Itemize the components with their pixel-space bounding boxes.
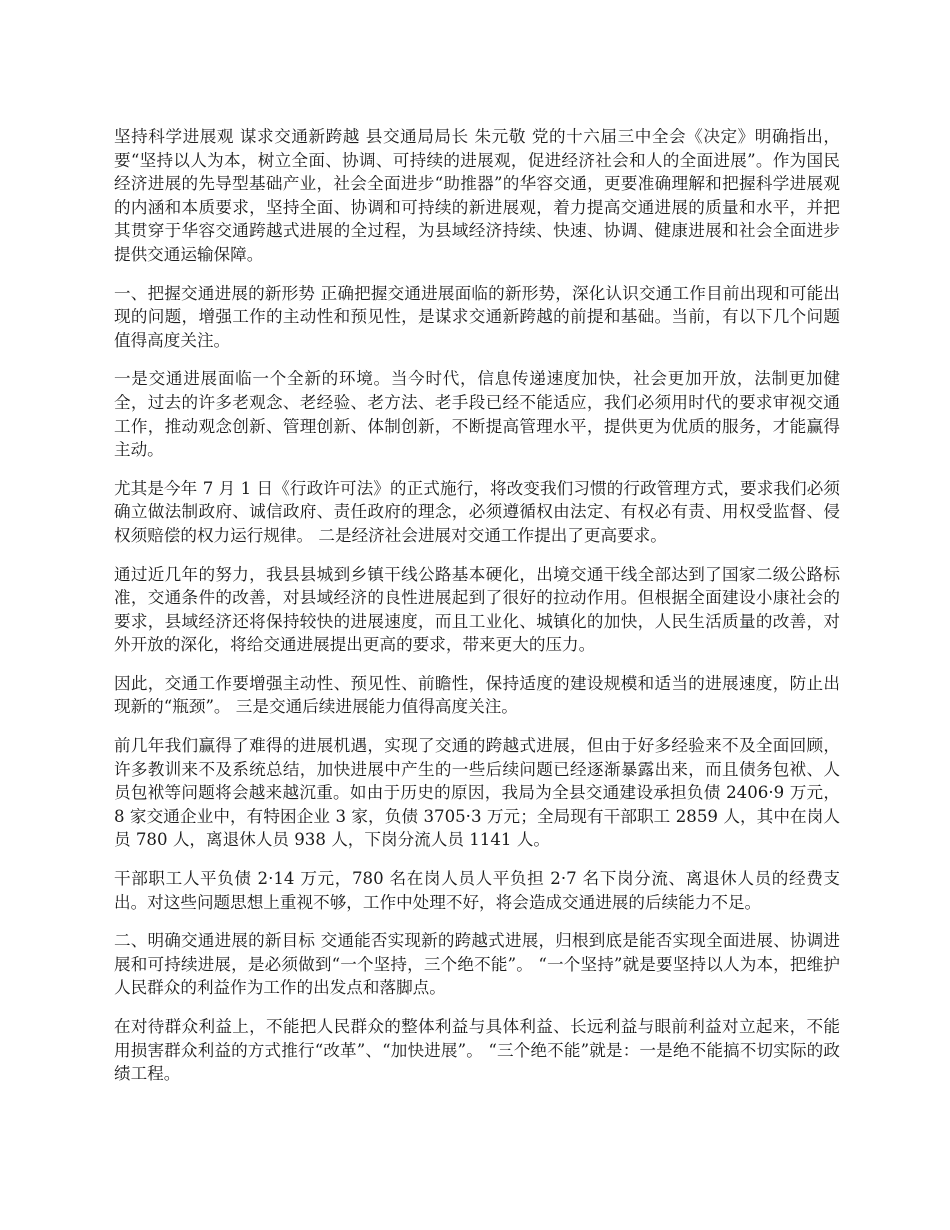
paragraph-section-1: 一、把握交通进展的新形势 正确把握交通进展面临的新形势，深化认识交通工作目前出现和可能出现的问题，增强工作的主动性和预见性，是谋求交通新跨越的前提和基础。当前，有以下几个问题值得高度关注。	[114, 283, 840, 350]
paragraph-section-2: 二、明确交通进展的新目标 交通能否实现新的跨越式进展，归根到底是能否实现全面进展、协调进展和可持续进展，是必须做到“一个坚持，三个绝不能”。 “一个坚持”就是要坚持以人为本，把维护人民群众的利益作为工作的出发点和落脚点。	[114, 931, 840, 998]
paragraph-new-environment: 一是交通进展面临一个全新的环境。当今时代，信息传递速度加快，社会更加开放，法制更加健全，过去的许多老观念、老经验、老方法、老手段已经不能适应，我们必须用时代的要求审视交通工作，推动观念创新、管理创新、体制创新，不断提高管理水平，提供更为优质的服务，才能赢得主动。	[114, 369, 840, 460]
paragraph-intro: 坚持科学进展观 谋求交通新跨越 县交通局局长 朱元敬 党的十六届三中全会《决定》明确指出，要“坚持以人为本，树立全面、协调、可持续的进展观，促进经济社会和人的全面进展”。作为国民经济进展的先导型基础产业，社会全面进步“助推器”的华容交通，更要准确理解和把握科学进展观的内涵和本质要求，坚持全面、协调和可持续的新进展观，着力提高交通进展的质量和水平，并把其贯穿于华容交通跨越式进展的全过程，为县域经济持续、快速、协调、健康进展和社会全面进步提供交通运输保障。	[114, 127, 840, 264]
paragraph-public-interest: 在对待群众利益上，不能把人民群众的整体利益与具体利益、长远利益与眼前利益对立起来，不能用损害群众利益的方式推行“改革”、“加快进展”。 “三个绝不能”就是：一是绝不能搞不切实际的政绩工程。	[114, 1017, 840, 1084]
paragraph-administrative-license-law: 尤其是今年 7 月 1 日《行政许可法》的正式施行，将改变我们习惯的行政管理方式，要求我们必须确立做法制政府、诚信政府、责任政府的理念，必须遵循权由法定、有权必有责、用权受监督、侵权须赔偿的权力运行规律。 二是经济社会进展对交通工作提出了更高要求。	[114, 478, 840, 545]
document-body	[114, 125, 840, 1101]
paragraph-therefore: 因此，交通工作要增强主动性、预见性、前瞻性，保持适度的建设规模和适当的进展速度，防止出现新的“瓶颈”。 三是交通后续进展能力值得高度关注。	[114, 673, 840, 717]
paragraph-debt-burden: 前几年我们赢得了难得的进展机遇，实现了交通的跨越式进展，但由于好多经验来不及全面回顾，许多教训来不及系统总结，加快进展中产生的一些后续问题已经逐渐暴露出来，而且债务包袱、人员包袱等问题将会越来越沉重。如由于历史的原因，我局为全县交通建设承担负债 2406·9 万元，8 家交通企业中，有特困企业 3 家，负债 3705·3 万元；全局现有干部职工 2859 人，其中在岗人员 780 人，离退休人员 938 人，下岗分流人员 1141 人。	[114, 736, 840, 850]
paragraph-road-improvements: 通过近几年的努力，我县县城到乡镇干线公路基本硬化，出境交通干线全部达到了国家二级公路标准，交通条件的改善，对县域经济的良性进展起到了很好的拉动作用。但根据全面建设小康社会的要求，县域经济还将保持较快的进展速度，而且工业化、城镇化的加快，人民生活质量的改善，对外开放的深化，将给交通进展提出更高的要求，带来更大的压力。	[114, 564, 840, 655]
paragraph-per-capita-debt: 干部职工人平负债 2·14 万元，780 名在岗人员人平负担 2·7 名下岗分流、离退休人员的经费支出。对这些问题思想上重视不够，工作中处理不好，将会造成交通进展的后续能力不足。	[114, 869, 840, 912]
